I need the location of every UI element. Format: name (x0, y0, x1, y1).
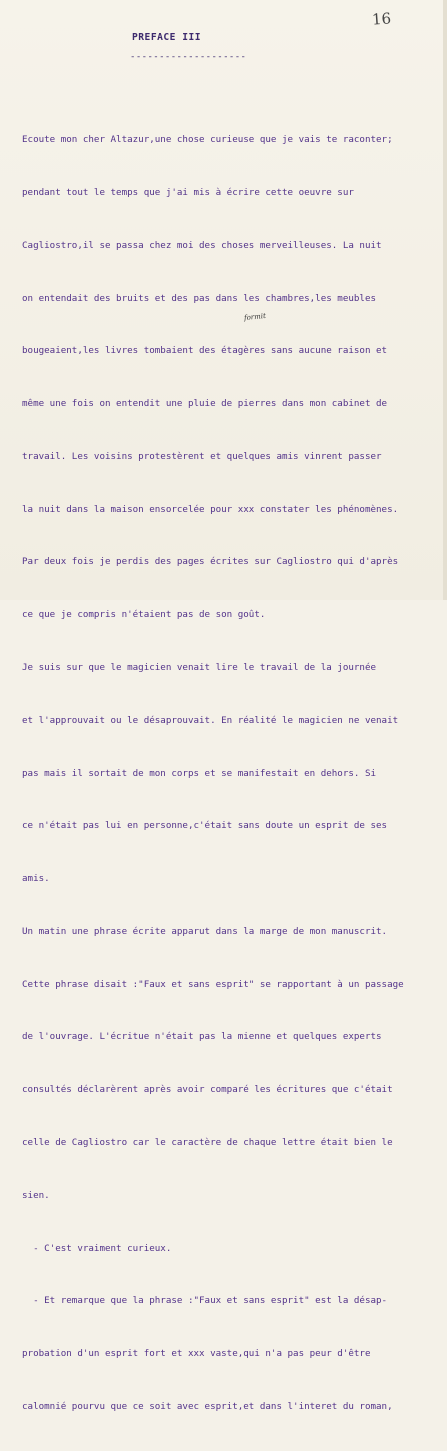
text-line: Je suis sur que le magicien venait lire le travail de la journée (22, 662, 377, 673)
page-number: 16 (371, 9, 392, 29)
text-line: Par deux fois je perdis des pages écrites sur Cagliostro qui d'après (22, 556, 399, 568)
text-line: ce que je compris n'étaient pas de son goût. (22, 609, 266, 621)
page-title: PREFACE III (132, 32, 202, 43)
text-line: ce n'était pas lui en personne,c'était sans doute un esprit de ses (22, 820, 388, 832)
text-line: même une fois on entendit une pluie de pierres dans mon cabinet de (22, 398, 388, 410)
text-line: probation d'un esprit fort et xxx vaste,qui n'a pas peur d'être (22, 1348, 371, 1360)
text-line: celle de Cagliostro car le caractère de chaque lettre était bien le (22, 1137, 393, 1149)
text-line: amis. (22, 873, 50, 885)
text-line: Cette phrase disait :"Faux et sans esprit" se rapportant à un passage (22, 978, 404, 990)
text-line: consultés déclarèrent après avoir comparé les écritures que c'était (22, 1084, 393, 1096)
text-line: pas mais il sortait de mon corps et se manifestait en dehors. Si (22, 767, 377, 779)
handwritten-annotation: formit (243, 311, 267, 323)
page-edge (443, 0, 447, 600)
text-line: Un matin une phrase écrite apparut dans la marge de mon manuscrit. (22, 925, 388, 937)
text-line: - Et remarque que la phrase :"Faux et sans esprit" est la désap- (22, 1295, 388, 1307)
text-line: sien. (22, 1189, 50, 1201)
text-line: Ecoute mon cher Altazur,une chose curieuse que je vais te raconter; (22, 134, 393, 146)
text-line: pendant tout le temps que j'ai mis à écrire cette oeuvre sur (22, 186, 354, 198)
text-line: de l'ouvrage. L'écritue n'était pas la mienne et quelques experts (22, 1031, 382, 1043)
text-line: et l'approuvait ou le désaprouvait. En réalité le magicien ne venait (22, 714, 399, 726)
text-line: travail. Les voisins protestèrent et quelques amis vinrent passer (22, 450, 382, 462)
text-line: bougeaient,les livres tombaient des étagères sans aucune raison et (22, 345, 388, 357)
text-line: calomnié pourvu que ce soit avec esprit,et dans l'interet du roman, (22, 1400, 393, 1412)
text-line: la nuit dans la maison ensorcelée pour xxx constater les phénomènes. (22, 503, 399, 515)
title-underline: -------------------- (130, 52, 247, 62)
text-line: - C'est vraiment curieux. (22, 1242, 172, 1254)
text-line: on entendait des bruits et des pas dans les chambres,les meubles (22, 292, 377, 304)
text-line: Cagliostro,il se passa chez moi des choses merveilleuses. La nuit (22, 239, 382, 251)
body-text (22, 96, 438, 1451)
